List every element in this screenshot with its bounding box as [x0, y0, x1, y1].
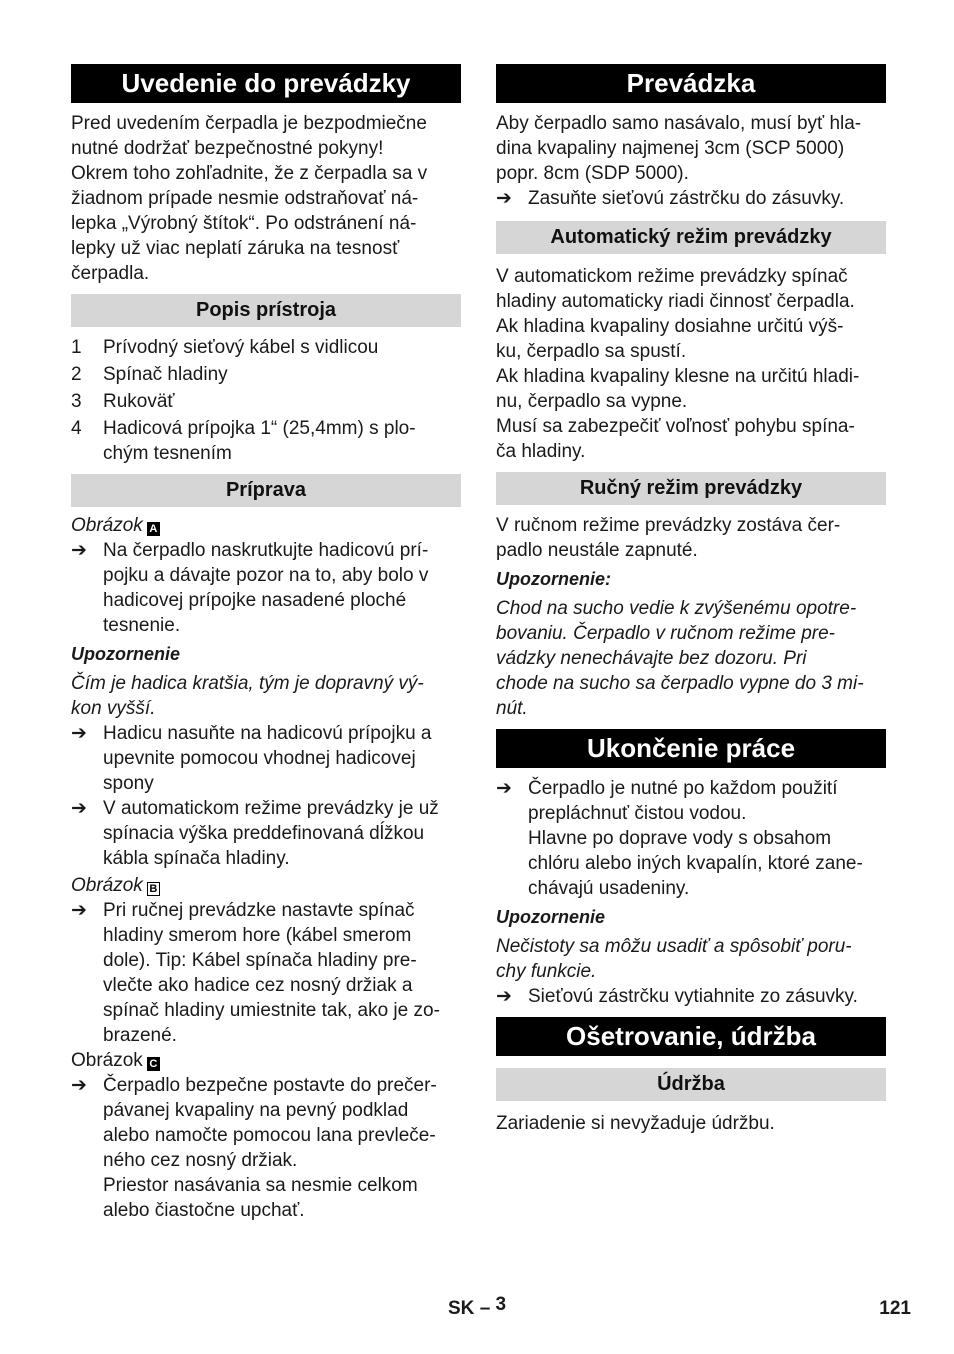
heading-priprava: Príprava: [71, 474, 461, 507]
figure-ref-c: Obrázok C: [71, 1048, 461, 1073]
arrow-right-icon: ➔: [71, 798, 87, 819]
udrzba-paragraph: Zariadenie si nevyžaduje údržbu.: [496, 1113, 775, 1134]
figure-ref-b: Obrázok B: [71, 873, 461, 898]
note-title: Upozornenie: [71, 644, 181, 664]
step-item: ➔ Čerpadlo bezpečne postavte do prečer- pávanej kvapaliny na pevný podklad alebo namočte pomocou lana prevleče- ného cez nosný držiak.: [71, 1075, 437, 1171]
heading-udrzba: Údržba: [496, 1068, 886, 1101]
heading-popis: Popis prístroja: [71, 294, 461, 327]
intro-paragraph: Pred uvedením čerpadla je bezpodmiečne nutné dodržať bezpečnostné pokyny! Okrem toho zohľadnite, že z čerpadla sa v žiadnom prípade nesmie odstraňovať ná- lepka „Výrobný štítok“. Po odstránení ná- lepky už viac neplatí záruka na tesnosť čerpadla.: [71, 113, 428, 284]
heading-prevadzka: Prevádzka: [496, 64, 886, 103]
step-item: ➔ Sieťovú zástrčku vytiahnite zo zásuvky.: [496, 986, 858, 1007]
manual-paragraph: V ručnom režime prevádzky zostáva čer- padlo neustále zapnuté.: [496, 515, 841, 561]
right-column: [496, 64, 886, 1136]
arrow-right-icon: ➔: [71, 900, 87, 921]
step-item: ➔ Pri ručnej prevádzke nastavte spínač hladiny smerom hore (kábel smerom dole). Tip: Kábel spínača hladiny pre- vlečte ako hadice cez nosný držiak a spínač hladiny umiestnite tak, ako je zo- brazené.: [71, 900, 440, 1046]
step-continuation: Priestor nasávania sa nesmie celkom alebo čiastočne upchať.: [103, 1175, 418, 1221]
heading-uvedenie: Uvedenie do prevádzky: [71, 64, 461, 103]
figure-ref-a: Obrázok A: [71, 513, 461, 538]
step-item: ➔ V automatickom režime prevádzky je už spínacia výška preddefinovaná dĺžkou kábla spínača hladiny.: [71, 798, 439, 869]
step-item: ➔ Čerpadlo je nutné po každom použití prepláchnuť čistou vodou.: [496, 778, 838, 824]
heading-manual-mode: Ručný režim prevádzky: [496, 472, 886, 505]
figure-b-badge: B: [147, 882, 160, 896]
arrow-right-icon: ➔: [71, 540, 87, 561]
note-title: Upozornenie: [496, 907, 606, 927]
step-continuation: Hlavne po doprave vody s obsahom chlóru alebo iných kvapalín, ktoré zane- chávajú usadeniny.: [528, 828, 863, 899]
list-item: 3 Rukoväť: [71, 391, 175, 412]
figure-a-badge: A: [147, 522, 160, 536]
list-item: 1 Prívodný sieťový kábel s vidlicou: [71, 337, 379, 358]
list-item: 2 Spínač hladiny: [71, 364, 228, 385]
arrow-right-icon: ➔: [71, 723, 87, 744]
heading-ukoncenie: Ukončenie práce: [496, 729, 886, 768]
step-item: ➔ Na čerpadlo naskrutkujte hadicovú prí- pojku a dávajte pozor na to, aby bolo v hadicovej prípojke nasadené ploché tesnenie.: [71, 540, 429, 636]
step-item: ➔ Zasuňte sieťovú zástrčku do zásuvky.: [496, 188, 845, 209]
note-text: Čím je hadica kratšia, tým je dopravný vý- kon vyšší.: [71, 673, 424, 719]
arrow-right-icon: ➔: [496, 986, 512, 1007]
arrow-right-icon: ➔: [71, 1075, 87, 1096]
note-text: Nečistoty sa môžu usadiť a spôsobiť poru- chy funkcie.: [496, 936, 852, 982]
left-column: [71, 64, 461, 1223]
arrow-right-icon: ➔: [496, 778, 512, 799]
step-item: ➔ Hadicu nasuňte na hadicovú prípojku a upevnite pomocou vhodnej hadicovej spony: [71, 723, 432, 794]
auto-paragraph: V automatickom režime prevádzky spínač hladiny automaticky riadi činnosť čerpadla. Ak hladina kvapaliny dosiahne určitú výš- ku, čerpadlo sa spustí. Ak hladina kvapaliny klesne na určitú hladi- nu, čerpadlo sa vypne. Musí sa zabezpečiť voľnosť pohybu spína- ča hladiny.: [496, 266, 860, 462]
note-title: Upozornenie:: [496, 569, 611, 589]
arrow-right-icon: ➔: [496, 188, 512, 209]
heading-osetrovanie: Ošetrovanie, údržba: [496, 1017, 886, 1056]
prevadzka-paragraph: Aby čerpadlo samo nasávalo, musí byť hla- dina kvapaliny najmenej 3cm (SCP 5000) popr. 8cm (SDP 5000).: [496, 113, 862, 184]
footer-section-label: SK – 3: [448, 1294, 507, 1319]
heading-auto-mode: Automatický režim prevádzky: [496, 221, 886, 254]
figure-c-badge: C: [147, 1057, 160, 1071]
list-item: 4 Hadicová prípojka 1“ (25,4mm) s plo- chým tesnením: [71, 418, 416, 464]
page-number: 121: [879, 1298, 911, 1319]
note-text: Chod na sucho vedie k zvýšenému opotre- bovaniu. Čerpadlo v ručnom režime pre- vádzky nenechávajte bez dozoru. Pri chode na sucho sa čerpadlo vypne do 3 mi- nút.: [496, 598, 864, 719]
